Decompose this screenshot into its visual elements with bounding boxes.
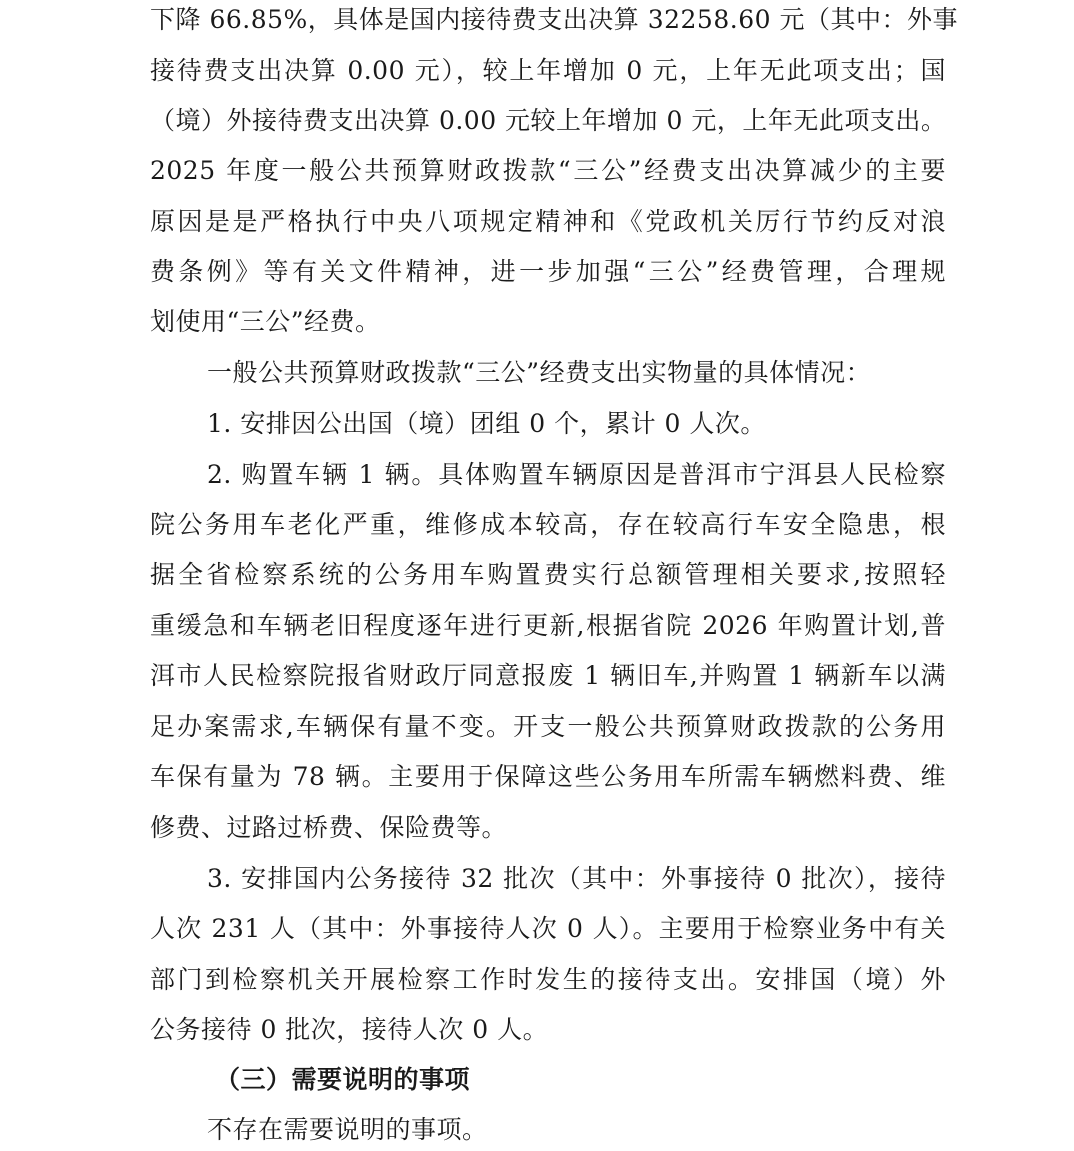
paragraph-line: 下降 66.85%，具体是国内接待费支出决算 32258.60 元（其中：外事 [150, 5, 958, 34]
paragraph-line: 划使用“三公”经费。 [150, 307, 381, 336]
paragraph-line: （境）外接待费支出决算 0.00 元较上年增加 0 元，上年无此项支出。 [150, 106, 947, 135]
paragraph-line: 部门到检察机关开展检察工作时发生的接待支出。安排国（境）外 [150, 965, 946, 994]
paragraph-line: 院公务用车老化严重，维修成本较高，存在较高行车安全隐患，根 [150, 510, 946, 539]
paragraph-line: 足办案需求,车辆保有量不变。开支一般公共预算财政拨款的公务用 [150, 712, 946, 741]
paragraph-line: 接待费支出决算 0.00 元），较上年增加 0 元，上年无此项支出；国 [150, 56, 946, 85]
paragraph-line: 人次 231 人（其中：外事接待人次 0 人）。主要用于检察业务中有关 [150, 914, 946, 943]
paragraph-line: 不存在需要说明的事项。 [207, 1115, 488, 1144]
list-item: 3. 安排国内公务接待 32 批次（其中：外事接待 0 批次），接待 [207, 864, 946, 893]
list-item: 1. 安排因公出国（境）团组 0 个，累计 0 人次。 [207, 409, 766, 438]
section-heading: （三）需要说明的事项 [215, 1065, 471, 1094]
paragraph-line: 洱市人民检察院报省财政厅同意报废 1 辆旧车,并购置 1 辆新车以满 [150, 661, 946, 690]
paragraph-line: 公务接待 0 批次，接待人次 0 人。 [150, 1015, 549, 1044]
paragraph-line: 重缓急和车辆老旧程度逐年进行更新,根据省院 2026 年购置计划,普 [150, 611, 946, 640]
paragraph-line: 一般公共预算财政拨款“三公”经费支出实物量的具体情况： [207, 358, 872, 387]
paragraph-line: 修费、过路过桥费、保险费等。 [150, 813, 508, 842]
paragraph-line: 车保有量为 78 辆。主要用于保障这些公务用车所需车辆燃料费、维 [150, 762, 946, 791]
paragraph-line: 费条例》等有关文件精神，进一步加强“三公”经费管理，合理规 [150, 257, 946, 286]
paragraph-line: 原因是是严格执行中央八项规定精神和《党政机关厉行节约反对浪 [150, 207, 946, 236]
list-item: 2. 购置车辆 1 辆。具体购置车辆原因是普洱市宁洱县人民检察 [207, 460, 946, 489]
paragraph-line: 2025 年度一般公共预算财政拨款“三公”经费支出决算减少的主要 [150, 156, 946, 185]
paragraph-line: 据全省检察系统的公务用车购置费实行总额管理相关要求,按照轻 [150, 560, 946, 589]
